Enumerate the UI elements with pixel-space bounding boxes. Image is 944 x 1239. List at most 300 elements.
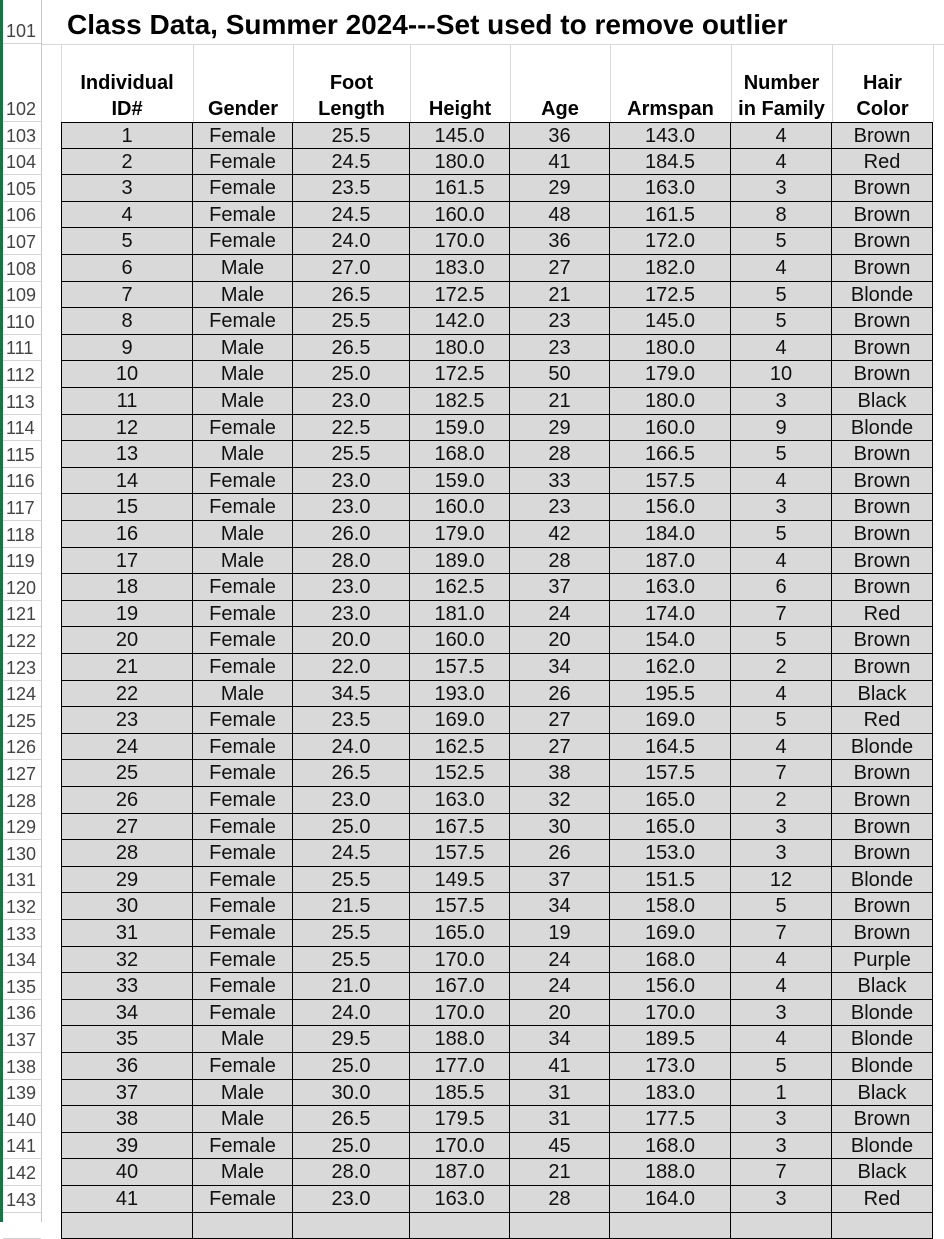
table-cell[interactable]: 4 [731,468,832,495]
table-cell[interactable]: 159.0 [410,415,510,442]
table-cell[interactable]: 152.5 [410,760,510,787]
table-cell[interactable]: 4 [731,335,832,362]
table-cell[interactable]: 34 [61,1000,193,1027]
table-cell[interactable]: 3 [61,175,193,202]
column-header[interactable] [610,70,731,122]
table-cell[interactable]: 189.5 [610,1026,731,1053]
table-cell[interactable]: 4 [61,202,193,229]
table-cell[interactable]: 25.5 [293,947,410,974]
table-cell[interactable]: Male [193,335,293,362]
table-cell[interactable]: 30.0 [293,1080,410,1107]
table-cell[interactable]: 5 [731,308,832,335]
table-cell[interactable]: Brown [832,468,933,495]
table-cell[interactable]: 3 [731,1106,832,1133]
table-cell[interactable]: 172.5 [410,361,510,388]
table-cell[interactable]: Male [193,1026,293,1053]
table-cell[interactable]: 165.0 [610,787,731,814]
table-cell[interactable]: 27 [510,255,610,282]
table-cell[interactable]: Female [193,760,293,787]
table-cell[interactable]: 29.5 [293,1026,410,1053]
table-cell[interactable]: Male [193,361,293,388]
table-cell[interactable]: 7 [731,601,832,628]
table-cell[interactable]: 34 [510,1026,610,1053]
table-cell[interactable]: 42 [510,521,610,548]
row-header[interactable] [3,707,41,734]
table-cell[interactable]: Male [193,521,293,548]
table-cell[interactable]: Female [193,1133,293,1160]
table-cell[interactable]: Blonde [832,1026,933,1053]
table-cell[interactable]: 3 [731,814,832,841]
table-cell[interactable]: 6 [61,255,193,282]
table-cell[interactable]: Red [832,1186,933,1213]
table-cell[interactable]: Red [832,149,933,176]
table-cell[interactable]: 12 [731,867,832,894]
table-cell[interactable]: Brown [832,760,933,787]
table-cell[interactable]: 163.0 [410,787,510,814]
row-header[interactable] [3,308,41,335]
table-cell[interactable]: 21.5 [293,893,410,920]
table-cell[interactable]: Blonde [832,1053,933,1080]
table-cell[interactable]: 168.0 [610,947,731,974]
table-cell[interactable]: 23.0 [293,787,410,814]
table-cell[interactable]: 3 [731,1133,832,1160]
table-cell[interactable]: 2 [731,654,832,681]
table-cell[interactable]: 9 [731,415,832,442]
table-cell[interactable]: 174.0 [610,601,731,628]
table-cell[interactable]: 38 [61,1106,193,1133]
row-header[interactable] [3,494,41,521]
row-header[interactable] [3,441,41,468]
table-cell[interactable]: 24.5 [293,149,410,176]
table-cell[interactable]: 25.5 [293,920,410,947]
table-cell[interactable]: 24 [510,601,610,628]
table-cell[interactable]: Male [193,441,293,468]
row-header[interactable] [3,149,41,176]
table-cell[interactable]: 45 [510,1133,610,1160]
table-cell[interactable]: 169.0 [410,707,510,734]
table-cell[interactable]: 179.0 [610,361,731,388]
table-cell[interactable]: 1 [61,122,193,149]
table-cell[interactable]: 41 [510,149,610,176]
table-cell[interactable]: 158.0 [610,893,731,920]
table-cell[interactable]: 33 [61,973,193,1000]
column-header[interactable] [61,70,193,122]
column-header[interactable] [193,70,293,122]
table-cell[interactable] [731,1213,832,1239]
table-cell[interactable]: Brown [832,361,933,388]
row-header[interactable] [3,734,41,761]
table-cell[interactable]: 31 [510,1106,610,1133]
column-header[interactable] [510,70,610,122]
table-cell[interactable]: 26 [510,681,610,708]
table-cell[interactable]: 169.0 [610,707,731,734]
table-cell[interactable]: 4 [731,681,832,708]
table-cell[interactable]: 28 [510,1186,610,1213]
row-header[interactable] [3,282,41,309]
row-header[interactable] [3,574,41,601]
table-cell[interactable]: 5 [731,707,832,734]
table-cell[interactable]: 20.0 [293,627,410,654]
table-cell[interactable]: 25.0 [293,814,410,841]
table-cell[interactable]: 21 [510,1159,610,1186]
table-cell[interactable] [832,1213,933,1239]
table-cell[interactable]: 24 [510,973,610,1000]
table-cell[interactable]: 3 [731,840,832,867]
table-cell[interactable]: 195.5 [610,681,731,708]
row-header[interactable] [3,601,41,628]
table-cell[interactable]: 24.5 [293,840,410,867]
table-cell[interactable]: Blonde [832,867,933,894]
row-header[interactable] [3,175,41,202]
table-cell[interactable]: 27 [510,707,610,734]
table-cell[interactable]: Female [193,840,293,867]
table-cell[interactable]: 183.0 [410,255,510,282]
table-cell[interactable]: 170.0 [610,1000,731,1027]
table-cell[interactable]: 25 [61,760,193,787]
table-cell[interactable]: 22.0 [293,654,410,681]
row-header[interactable] [3,202,41,229]
table-cell[interactable]: 41 [510,1053,610,1080]
table-cell[interactable]: 26.5 [293,282,410,309]
table-cell[interactable]: 23.5 [293,707,410,734]
table-cell[interactable]: 26.5 [293,335,410,362]
table-cell[interactable] [193,1213,293,1239]
table-cell[interactable]: Female [193,654,293,681]
table-cell[interactable]: Female [193,415,293,442]
row-header[interactable] [3,415,41,442]
table-cell[interactable]: Female [193,149,293,176]
table-cell[interactable]: 7 [731,920,832,947]
table-cell[interactable]: Brown [832,335,933,362]
table-cell[interactable]: 21.0 [293,973,410,1000]
row-header[interactable] [3,255,41,282]
row-header[interactable] [3,1000,41,1027]
table-cell[interactable]: Blonde [832,734,933,761]
table-cell[interactable]: 177.5 [610,1106,731,1133]
table-cell[interactable]: 160.0 [410,202,510,229]
table-cell[interactable]: Brown [832,521,933,548]
table-cell[interactable]: Female [193,734,293,761]
table-cell[interactable]: Black [832,1159,933,1186]
table-cell[interactable]: Female [193,947,293,974]
table-cell[interactable]: 34 [510,893,610,920]
row-header[interactable] [3,1159,41,1186]
table-cell[interactable]: 179.5 [410,1106,510,1133]
table-cell[interactable]: 27.0 [293,255,410,282]
table-cell[interactable]: 170.0 [410,228,510,255]
table-cell[interactable]: 31 [510,1080,610,1107]
table-cell[interactable]: 10 [731,361,832,388]
table-cell[interactable]: Brown [832,202,933,229]
table-cell[interactable]: 163.0 [610,574,731,601]
table-cell[interactable] [61,1213,193,1239]
table-cell[interactable]: 26 [510,840,610,867]
table-cell[interactable]: 24 [61,734,193,761]
table-cell[interactable]: 156.0 [610,973,731,1000]
table-cell[interactable]: 35 [61,1026,193,1053]
row-header[interactable] [3,44,41,122]
table-cell[interactable]: 36 [510,228,610,255]
table-cell[interactable]: Brown [832,627,933,654]
table-cell[interactable]: Brown [832,228,933,255]
table-cell[interactable]: 25.0 [293,1053,410,1080]
row-header[interactable] [3,867,41,894]
table-cell[interactable]: Female [193,707,293,734]
row-header[interactable] [3,947,41,974]
table-cell[interactable]: 157.5 [610,760,731,787]
table-cell[interactable]: 17 [61,548,193,575]
table-cell[interactable]: 23.0 [293,468,410,495]
table-cell[interactable]: Red [832,707,933,734]
table-cell[interactable]: Brown [832,548,933,575]
table-cell[interactable]: Male [193,282,293,309]
table-cell[interactable]: 6 [731,574,832,601]
table-cell[interactable]: 23.0 [293,601,410,628]
table-cell[interactable] [610,1213,731,1239]
table-cell[interactable]: Male [193,1080,293,1107]
sheet-title[interactable]: Class Data, Summer 2024---Set used to remove outlier [67,9,788,40]
table-cell[interactable]: 26.5 [293,760,410,787]
table-cell[interactable]: 172.0 [610,228,731,255]
table-cell[interactable]: 3 [731,1186,832,1213]
table-cell[interactable]: 48 [510,202,610,229]
table-cell[interactable]: 22 [61,681,193,708]
table-cell[interactable]: 145.0 [610,308,731,335]
row-header[interactable] [3,228,41,255]
table-cell[interactable]: 184.5 [610,149,731,176]
table-cell[interactable]: Male [193,388,293,415]
table-cell[interactable]: 156.0 [610,494,731,521]
table-cell[interactable]: 27 [61,814,193,841]
table-cell[interactable]: 172.5 [610,282,731,309]
table-cell[interactable]: 162.0 [610,654,731,681]
table-cell[interactable]: 21 [510,282,610,309]
table-cell[interactable]: 5 [731,1053,832,1080]
table-cell[interactable]: 181.0 [410,601,510,628]
table-cell[interactable]: 157.5 [410,654,510,681]
table-cell[interactable]: 7 [61,282,193,309]
table-cell[interactable]: 161.5 [410,175,510,202]
row-header[interactable] [3,388,41,415]
table-cell[interactable]: 188.0 [610,1159,731,1186]
table-cell[interactable]: 2 [731,787,832,814]
table-cell[interactable]: Female [193,228,293,255]
table-cell[interactable]: 188.0 [410,1026,510,1053]
table-cell[interactable]: Female [193,601,293,628]
row-header[interactable] [3,521,41,548]
row-header[interactable] [3,654,41,681]
table-cell[interactable]: 167.5 [410,814,510,841]
table-cell[interactable]: 25.5 [293,441,410,468]
table-cell[interactable]: 22.5 [293,415,410,442]
table-cell[interactable] [293,1213,410,1239]
row-header[interactable] [3,335,41,362]
table-cell[interactable]: 15 [61,494,193,521]
table-cell[interactable]: 19 [61,601,193,628]
table-cell[interactable]: Brown [832,654,933,681]
row-header[interactable] [3,893,41,920]
row-header[interactable] [3,1026,41,1053]
table-cell[interactable]: Brown [832,494,933,521]
table-cell[interactable]: 29 [510,415,610,442]
table-cell[interactable]: 31 [61,920,193,947]
table-cell[interactable]: Female [193,814,293,841]
table-cell[interactable]: 5 [61,228,193,255]
table-cell[interactable]: 2 [61,149,193,176]
table-cell[interactable]: 24.5 [293,202,410,229]
table-cell[interactable]: Blonde [832,1133,933,1160]
table-cell[interactable]: Black [832,388,933,415]
table-cell[interactable]: Black [832,973,933,1000]
table-cell[interactable]: Brown [832,787,933,814]
table-cell[interactable]: 167.0 [410,973,510,1000]
table-cell[interactable]: 28 [510,548,610,575]
table-cell[interactable]: 21 [510,388,610,415]
row-header[interactable] [3,760,41,787]
table-cell[interactable]: 157.5 [410,840,510,867]
table-cell[interactable]: 189.0 [410,548,510,575]
row-header[interactable] [3,1133,41,1160]
row-header[interactable] [3,1186,41,1213]
table-cell[interactable]: 4 [731,973,832,1000]
table-cell[interactable]: Black [832,1080,933,1107]
table-cell[interactable]: 27 [510,734,610,761]
table-cell[interactable]: 160.0 [610,415,731,442]
table-cell[interactable]: 26.0 [293,521,410,548]
table-cell[interactable]: 4 [731,255,832,282]
table-cell[interactable]: 26 [61,787,193,814]
table-cell[interactable]: 3 [731,175,832,202]
row-header[interactable] [3,548,41,575]
table-cell[interactable]: 4 [731,149,832,176]
table-cell[interactable]: Brown [832,893,933,920]
table-cell[interactable]: Female [193,574,293,601]
table-cell[interactable]: Female [193,1000,293,1027]
table-cell[interactable]: 4 [731,122,832,149]
table-cell[interactable]: Female [193,175,293,202]
table-cell[interactable]: 28.0 [293,1159,410,1186]
table-cell[interactable]: Brown [832,840,933,867]
table-cell[interactable]: 23 [61,707,193,734]
table-cell[interactable]: 16 [61,521,193,548]
table-cell[interactable]: 5 [731,441,832,468]
table-cell[interactable]: 41 [61,1186,193,1213]
table-cell[interactable]: 29 [510,175,610,202]
table-cell[interactable]: 36 [61,1053,193,1080]
table-cell[interactable]: 25.0 [293,1133,410,1160]
table-cell[interactable]: 179.0 [410,521,510,548]
table-cell[interactable]: 24.0 [293,1000,410,1027]
table-cell[interactable]: 5 [731,521,832,548]
table-cell[interactable]: Female [193,122,293,149]
table-cell[interactable]: Brown [832,122,933,149]
table-cell[interactable]: 170.0 [410,1000,510,1027]
table-cell[interactable]: 34.5 [293,681,410,708]
table-cell[interactable]: 180.0 [410,149,510,176]
row-header[interactable] [3,920,41,947]
table-cell[interactable]: Female [193,787,293,814]
table-cell[interactable]: Female [193,920,293,947]
table-cell[interactable]: Brown [832,255,933,282]
table-cell[interactable]: 143.0 [610,122,731,149]
table-cell[interactable]: 23.5 [293,175,410,202]
table-cell[interactable]: 184.0 [610,521,731,548]
table-cell[interactable]: 163.0 [410,1186,510,1213]
table-cell[interactable]: 193.0 [410,681,510,708]
row-header[interactable] [3,468,41,495]
table-cell[interactable]: 163.0 [610,175,731,202]
table-cell[interactable]: Female [193,867,293,894]
table-cell[interactable]: 24.0 [293,228,410,255]
table-cell[interactable]: 23.0 [293,574,410,601]
table-cell[interactable]: 157.5 [610,468,731,495]
table-cell[interactable]: Purple [832,947,933,974]
table-cell[interactable]: 38 [510,760,610,787]
table-cell[interactable]: 168.0 [610,1133,731,1160]
table-cell[interactable]: Red [832,601,933,628]
table-cell[interactable]: 153.0 [610,840,731,867]
row-header[interactable] [3,681,41,708]
table-cell[interactable]: 37 [510,867,610,894]
table-cell[interactable]: Female [193,468,293,495]
table-cell[interactable]: 23.0 [293,494,410,521]
table-cell[interactable]: 145.0 [410,122,510,149]
row-header[interactable] [3,787,41,814]
table-cell[interactable]: 154.0 [610,627,731,654]
table-cell[interactable]: 25.0 [293,361,410,388]
table-cell[interactable]: Female [193,627,293,654]
table-cell[interactable]: Brown [832,1106,933,1133]
table-cell[interactable]: 32 [510,787,610,814]
table-cell[interactable]: 23.0 [293,1186,410,1213]
table-cell[interactable]: Male [193,681,293,708]
table-cell[interactable]: 5 [731,282,832,309]
table-cell[interactable]: 34 [510,654,610,681]
table-cell[interactable]: 187.0 [410,1159,510,1186]
table-cell[interactable]: 160.0 [410,494,510,521]
table-cell[interactable]: Male [193,1159,293,1186]
table-cell[interactable]: 4 [731,734,832,761]
table-cell[interactable]: 28.0 [293,548,410,575]
table-cell[interactable]: 3 [731,388,832,415]
table-cell[interactable]: 180.0 [610,335,731,362]
table-cell[interactable]: 164.5 [610,734,731,761]
table-cell[interactable]: 169.0 [610,920,731,947]
table-cell[interactable]: Male [193,548,293,575]
row-header[interactable] [3,122,41,149]
table-cell[interactable]: 168.0 [410,441,510,468]
table-cell[interactable]: Female [193,1053,293,1080]
table-cell[interactable]: 172.5 [410,282,510,309]
table-cell[interactable]: 25.5 [293,867,410,894]
table-cell[interactable]: 170.0 [410,947,510,974]
table-cell[interactable]: Female [193,308,293,335]
table-cell[interactable]: 142.0 [410,308,510,335]
row-header[interactable] [3,0,41,44]
table-cell[interactable]: Female [193,494,293,521]
row-header[interactable] [3,1080,41,1107]
table-cell[interactable]: 3 [731,494,832,521]
column-header[interactable] [731,70,832,122]
table-cell[interactable]: 4 [731,1026,832,1053]
row-header[interactable] [3,973,41,1000]
table-cell[interactable]: 23 [510,494,610,521]
table-cell[interactable]: 32 [61,947,193,974]
table-cell[interactable]: 4 [731,947,832,974]
table-cell[interactable]: 180.0 [410,335,510,362]
table-cell[interactable]: 162.5 [410,574,510,601]
table-cell[interactable]: Blonde [832,1000,933,1027]
